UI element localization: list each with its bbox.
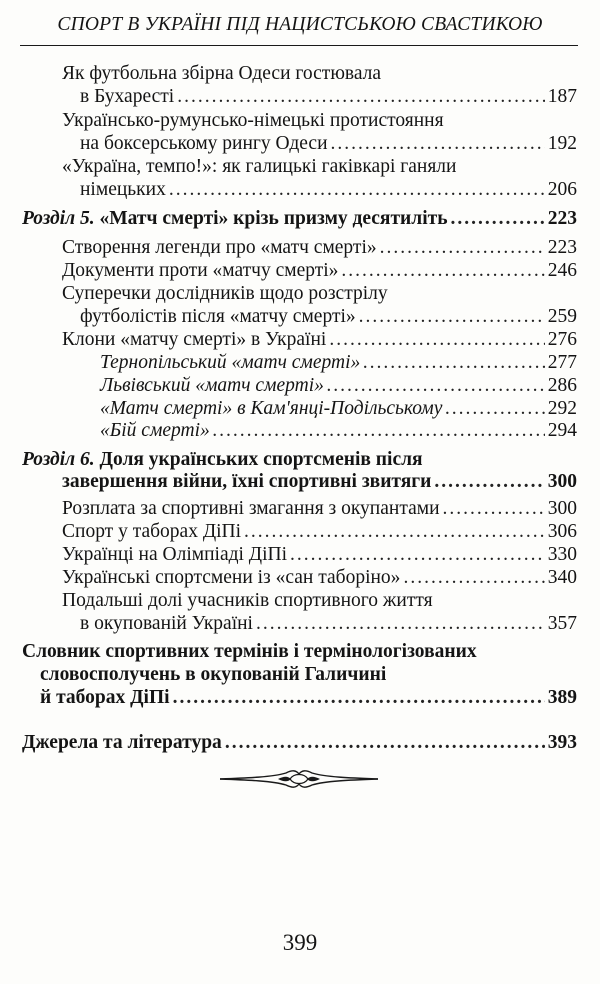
page-ref: 389: [547, 687, 577, 708]
toc-line: Подальші долі учасників спортивного життя: [62, 590, 433, 611]
page-number: 399: [282, 930, 318, 955]
page-ref: 340: [547, 567, 577, 588]
sources-heading: Джерела та література ..... 393: [22, 731, 577, 755]
toc-line: в окупованій Україні ..... 357: [80, 612, 577, 636]
chapter-heading-cont: завершення війни, їхні спортивні звитяги ..... 300: [62, 470, 577, 494]
page-ref: 286: [547, 375, 577, 396]
toc-subline: Львівський «матч смерті» ..... 286: [100, 374, 577, 398]
page-ref: 393: [547, 732, 577, 753]
toc-subline: Тернопільський «матч смерті» ..... 277: [100, 351, 577, 375]
toc-line: футболістів після «матчу смерті» ..... 259: [80, 305, 577, 329]
toc-line: німецьких ..... 206: [80, 178, 577, 202]
page-ref: 277: [547, 352, 577, 373]
page-ref: 357: [547, 613, 577, 634]
page-ref: 300: [547, 471, 577, 492]
toc-line: Українсько-румунсько-німецькі протистояння: [62, 110, 444, 131]
running-head: СПОРТ В УКРАЇНІ ПІД НАЦИСТСЬКОЮ СВАСТИКОЮ: [57, 14, 543, 35]
page-ref: 294: [547, 420, 577, 441]
header-rule: [20, 45, 578, 46]
page-ref: 276: [547, 329, 577, 350]
page-ref: 292: [547, 398, 577, 419]
toc-line: Клони «матчу смерті» в Україні ..... 276: [62, 328, 577, 352]
toc-line: Розплата за спортивні змагання з окупантами ..... 300: [62, 497, 577, 521]
chapter-label: Розділ 5.: [22, 208, 95, 229]
page-ref: 187: [547, 86, 577, 107]
toc-subline: «Бій смерті» ..... 294: [100, 419, 577, 443]
page-ref: 306: [547, 521, 577, 542]
chapter-title: Доля українських спортсменів після: [99, 449, 423, 470]
decorative-flourish-icon: [218, 764, 380, 794]
page-ref: 246: [547, 260, 577, 281]
toc-line: Українці на Олімпіаді ДіПі ..... 330: [62, 543, 577, 567]
toc-line: Спорт у таборах ДіПі ..... 306: [62, 520, 577, 544]
chapter-label: Розділ 6.: [22, 449, 95, 470]
page-ref: 330: [547, 544, 577, 565]
page-ref: 206: [547, 179, 577, 200]
toc-line: «Україна, темпо!»: як галицькі гаківкарі ганяли: [62, 156, 457, 177]
page-ref: 259: [547, 306, 577, 327]
toc-line: Як футбольна збірна Одеси гостювала: [62, 63, 382, 84]
page-ref: 300: [547, 498, 577, 519]
toc-line: в Бухаресті ..... 187: [80, 85, 577, 109]
toc-line: Суперечки дослідників щодо розстрілу: [62, 283, 388, 304]
toc-line: на боксерському рингу Одеси ..... 192: [80, 132, 577, 156]
toc-line: Документи проти «матчу смерті» ..... 246: [62, 259, 577, 283]
page-ref: 223: [547, 208, 577, 229]
glossary-heading: Словник спортивних термінів і термінологізованих: [22, 641, 477, 662]
glossary-heading: й таборах ДіПі ..... 389: [40, 686, 577, 710]
toc-subline: «Матч смерті» в Кам'янці-Подільському ..... 292: [100, 397, 577, 421]
chapter-heading: [22, 448, 423, 472]
page-ref: 223: [547, 237, 577, 258]
glossary-heading: словосполучень в окупованій Галичині: [40, 664, 387, 685]
page-ref: 192: [547, 133, 577, 154]
toc-line: Створення легенди про «матч смерті» ..... 223: [62, 236, 577, 260]
chapter-title: «Матч смерті» крізь призму десятиліть: [99, 208, 448, 229]
chapter-heading: [22, 207, 577, 231]
toc-line: Українські спортсмени із «сан таборіно» ..... 340: [62, 566, 577, 590]
